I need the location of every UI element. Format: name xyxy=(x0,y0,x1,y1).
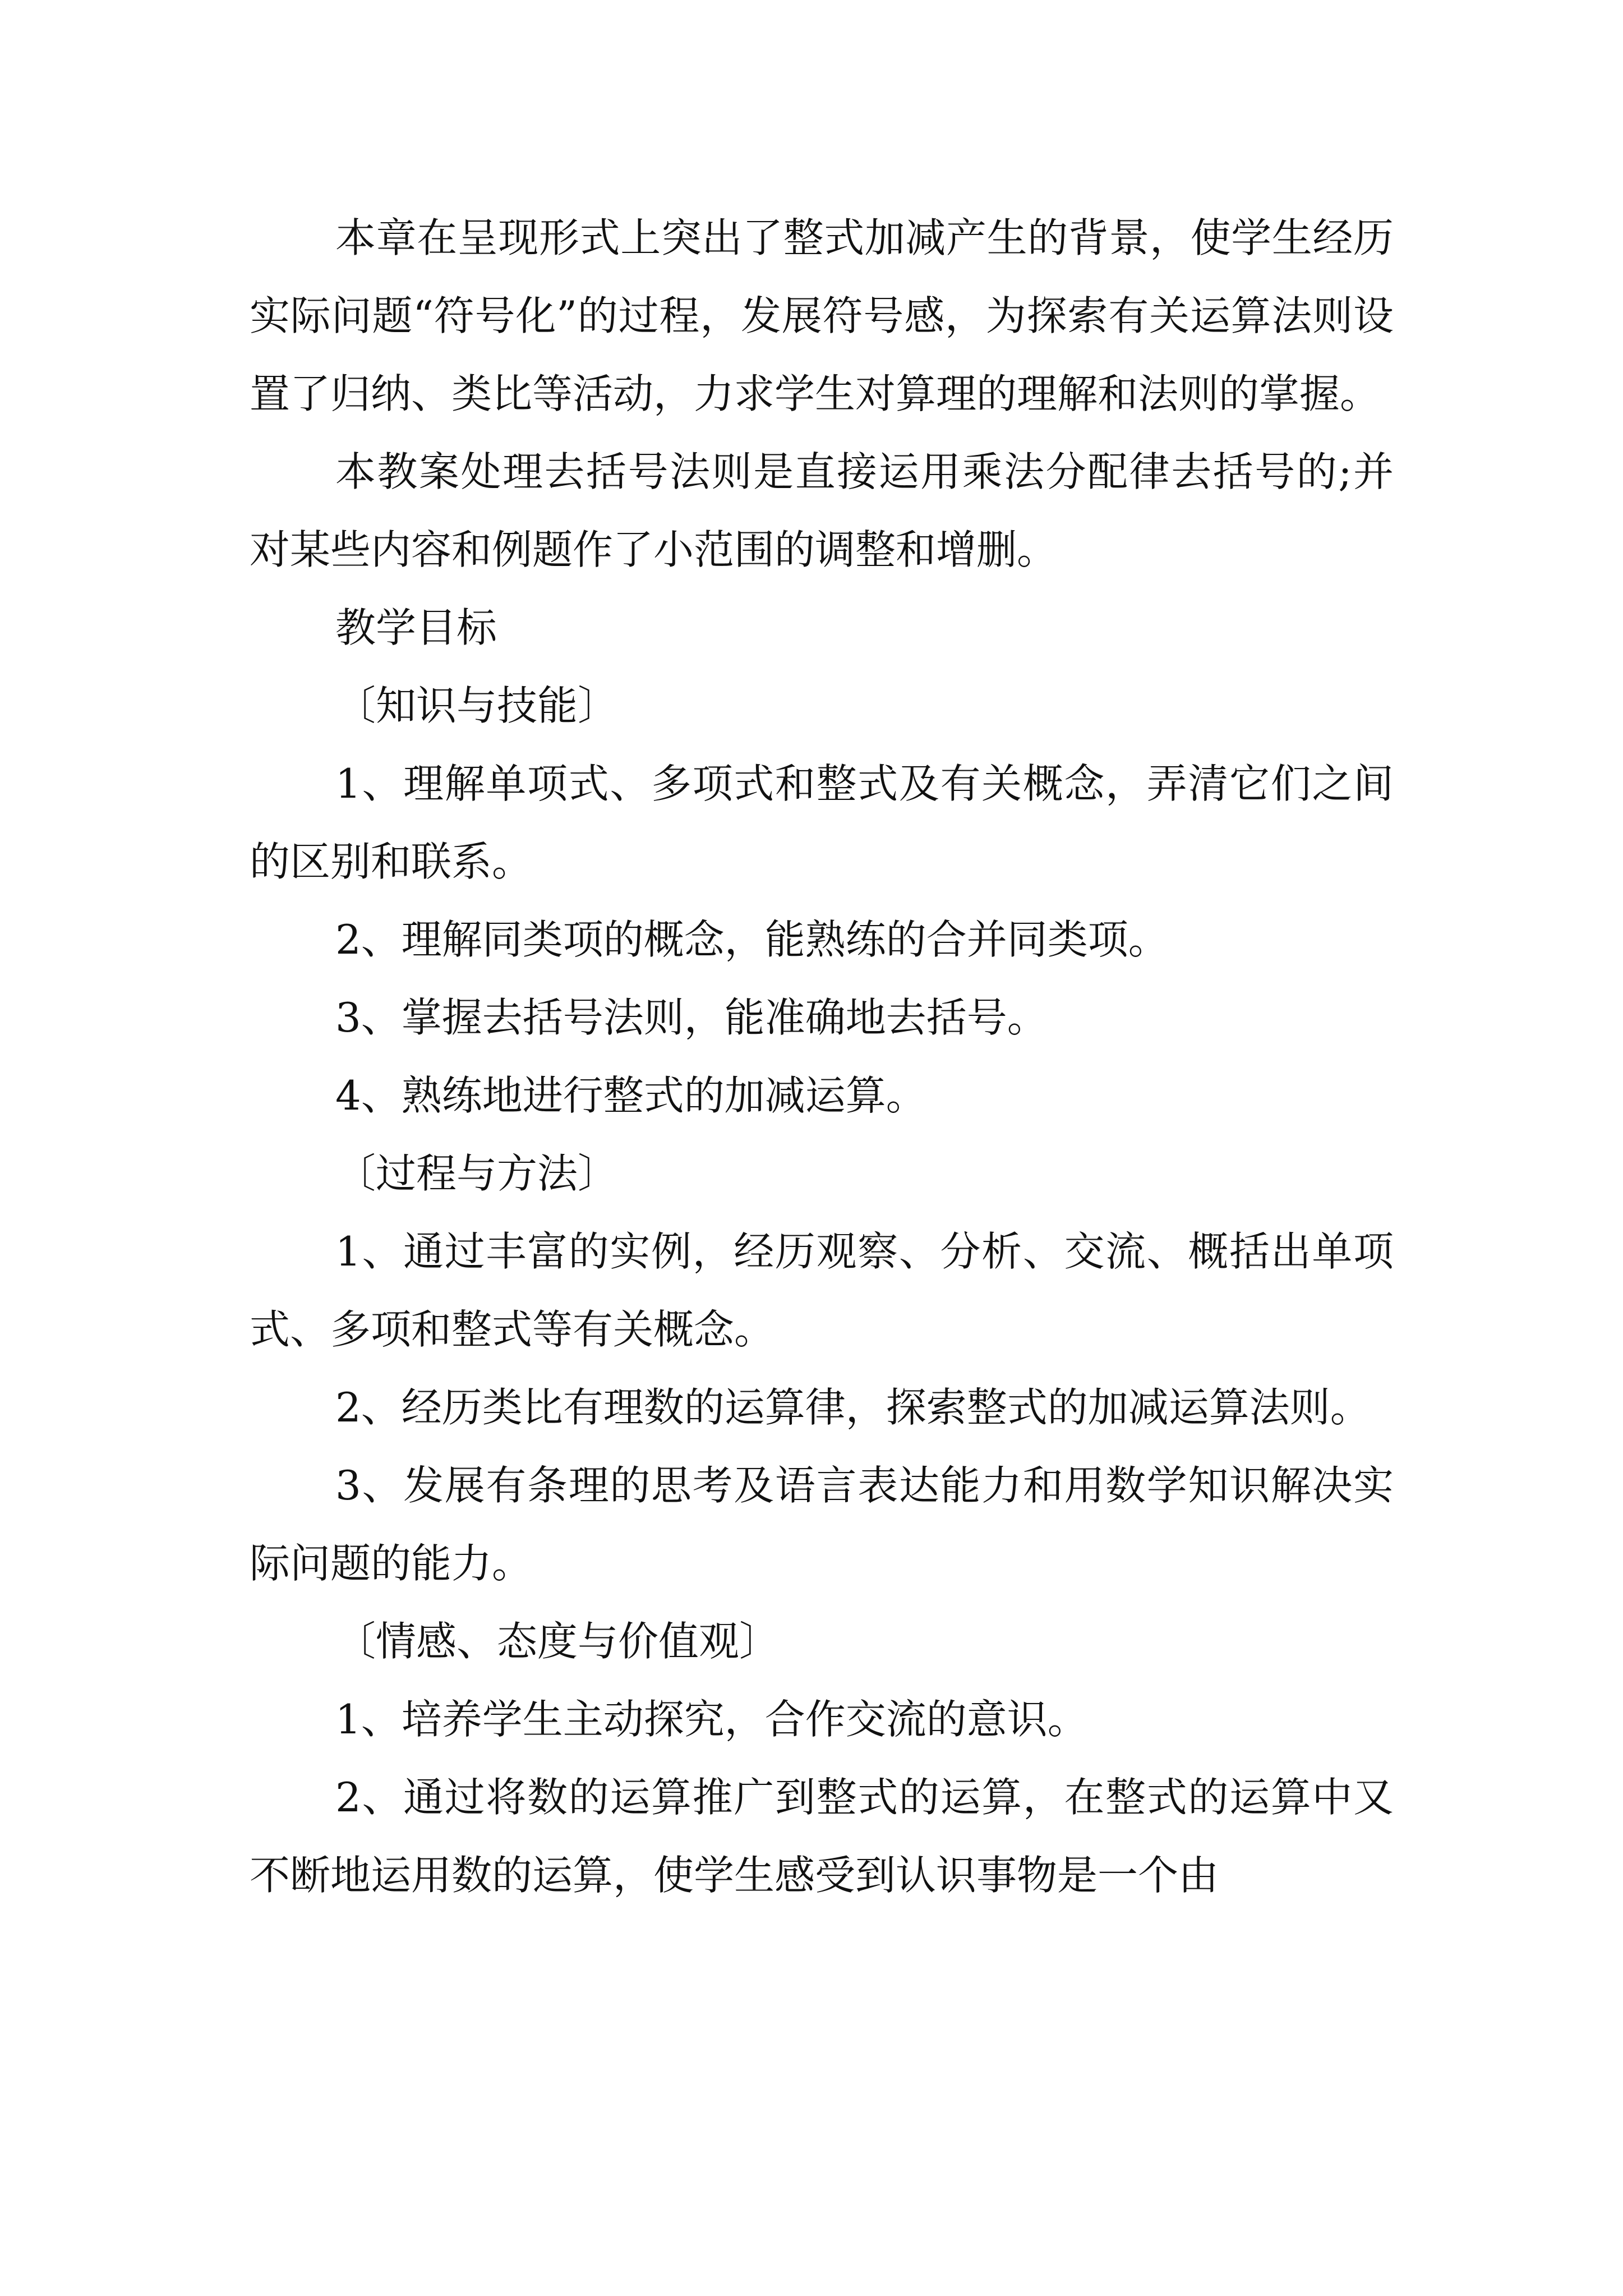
paragraph-intro: 本章在呈现形式上突出了整式加减产生的背景，使学生经历实际问题“符号化”的过程，发展符号感，为探索有关运算法则设置了归纳、类比等活动，力求学生对算理的理解和法则的掌握。 xyxy=(250,214,1394,417)
list-item: 2、通过将数的运算推广到整式的运算，在整式的运算中又不断地运用数的运算，使学生感受到认识事物是一个由 xyxy=(250,1774,1394,1899)
subheading-emotion-attitude-values: 〔情感、态度与价值观〕 xyxy=(335,1618,780,1665)
list-item: 4、熟练地进行整式的加减运算。 xyxy=(335,1072,926,1119)
list-item: 3、掌握去括号法则，能准确地去括号。 xyxy=(335,994,1048,1041)
list-item: 1、培养学生主动探究，合作交流的意识。 xyxy=(335,1696,1088,1743)
heading-teaching-goals: 教学目标 xyxy=(335,604,497,651)
subheading-process-methods: 〔过程与方法〕 xyxy=(335,1150,619,1197)
subheading-knowledge-skills: 〔知识与技能〕 xyxy=(335,682,619,729)
paragraph-teaching-plan: 本教案处理去括号法则是直接运用乘法分配律去括号的;并对某些内容和例题作了小范围的调整和增删。 xyxy=(250,448,1394,573)
list-item: 1、通过丰富的实例，经历观察、分析、交流、概括出单项式、多项和整式等有关概念。 xyxy=(250,1228,1394,1353)
list-item: 2、经历类比有理数的运算律，探索整式的加减运算法则。 xyxy=(335,1384,1371,1431)
list-item: 3、发展有条理的思考及语言表达能力和用数学知识解决实际问题的能力。 xyxy=(250,1462,1394,1587)
list-item: 1、理解单项式、多项式和整式及有关概念，弄清它们之间的区别和联系。 xyxy=(250,760,1394,885)
document-body xyxy=(250,199,1394,1915)
list-item: 2、理解同类项的概念，能熟练的合并同类项。 xyxy=(335,916,1169,963)
